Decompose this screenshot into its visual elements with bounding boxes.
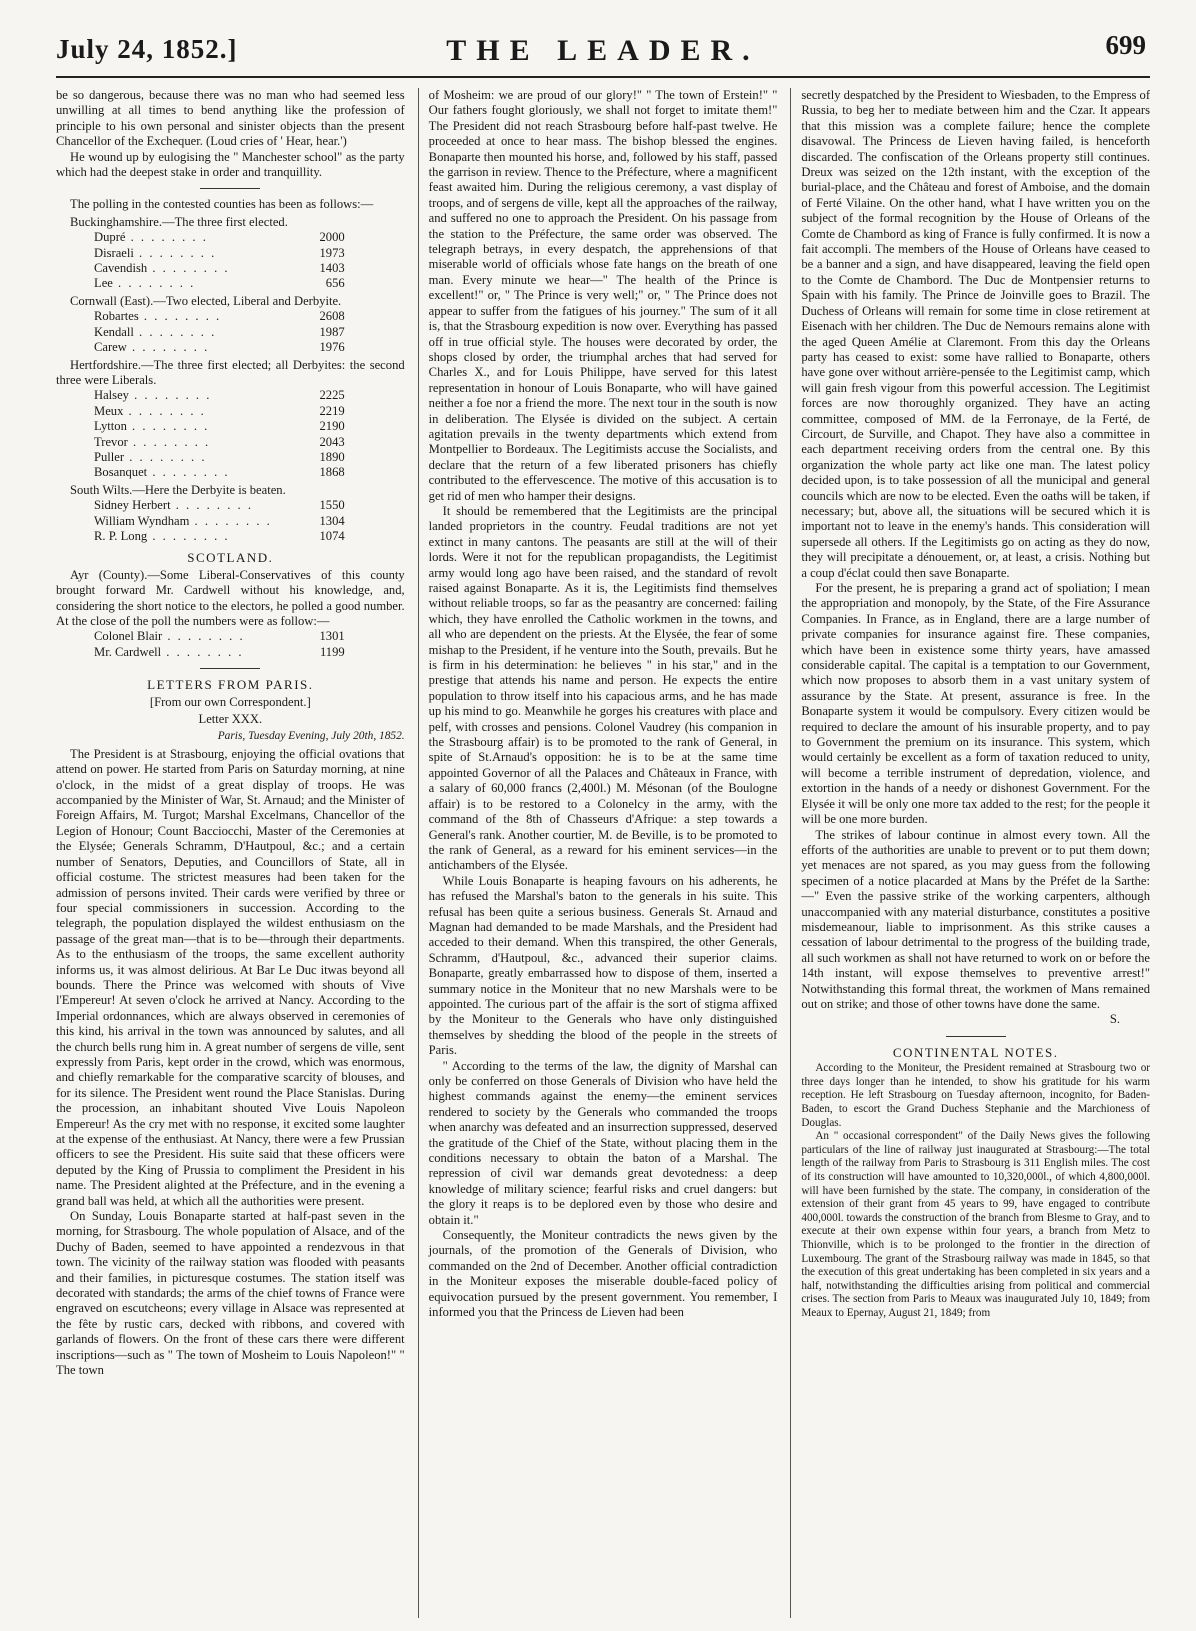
poll-table <box>56 498 405 544</box>
vote-count: 1199 <box>319 644 345 659</box>
poll-table <box>56 388 405 480</box>
candidate-name: R. P. Long . . . <box>94 529 305 544</box>
candidate-name: Disraeli . . . <box>94 246 305 261</box>
poll-row <box>56 465 405 480</box>
quotation: " According to the terms of the law, the dignity of Marshal can only be conferred on those Generals of Division who have held the highest commands against the enemy—the eminent services rendered to society by the Generals who commanded the troops when anarchy was defeated and an insurrection suppressed, deserved the gratitude of the Chief of the State, without placing them in the conditions necessary to obtain the baton of a Marshal. The repression of civil war demands great devotedness: a deep knowledge of military science; fearful risks and cruel dangers: but the glory it reaps is to be deplored even by those who desire and obtain it." <box>428 1058 778 1227</box>
vote-count: 2190 <box>319 419 345 434</box>
vote-count: 2608 <box>319 309 345 324</box>
poll-row <box>56 514 405 529</box>
paragraph: On Sunday, Louis Bonaparte started at half-past seven in the morning, for Strasbourg. The whole population of Alsace, and of the Duchy of Baden, seemed to have appointed a rendezvous in that town. The vicinity of the railway station was flooded with peasants and their families, in picturesque costumes. The station itself was decorated with standards; the arms of the chief towns of France were engraved on escutcheons; every village in Alsace was represented at the fête by rustic cars, decked with ribbons, and covered with garlands of flowers. On the front of these cars there were different inscriptions—such as " The town of Mosheim to Louis Napoleon!" " The town <box>56 1209 405 1378</box>
polling-intro: The polling in the contested counties has been as follows:— <box>70 197 374 212</box>
divider <box>200 668 260 669</box>
candidate-name: William Wyndham . . . <box>94 514 305 529</box>
vote-count: 1304 <box>319 513 345 528</box>
vote-count: 2043 <box>319 434 345 449</box>
paragraph: secretly despatched by the President to Wiesbaden, to the Empress of Russia, to beg her to mediate between him and the Czar. It appears that this mission was a complete failure; hence the complete disavowal. The Princess de Lieven having failed, is henceforth discarded. The confiscation of the Orleans property still continues. Dreux was seized on the 12th instant, with the exception of the burial-place, and the Château and forest of Amboise, and the domain of Ferté Vilaine. On the other hand, what I have written you on the subject of the formal recognition by the House of Orleans of the Comte de Chambord as king of France is fully confirmed. It is now a fait accompli. The members of the House of Orleans have ceased to be a banner and a sign, and have disappeared, leaving the field open to the Comte de Chambord. The Duc de Montpensier returns to Spain with his family. The Prince de Joinville goes to Brazil. The Duchess of Orleans will remain for some time in close retirement at Eisenach with her children. The Duc de Nemours remains alone with the aged Queen Amélie at Claremont. From this day the Orleans party has ceased to exist: some have rallied to Bonaparte, others have gone over without arrière-pensée to the Legitimist camp, which will gain fresh vigour from this powerful accession. The Legitimist forces are now thoroughly organized. They have an acting committee, composed of MM. de la Ferronaye, de la Ferté, de Circourt, de Surville, and Chapot. They have also a committee in each department receiving orders from the central one. By this organization the whole party act like one man. The latest policy decided upon, is to take possession of all the municipal and general councils which are now to be elected. Even the oaths will be taken, if necessary; but, above all, the situations will be secured which it is important not to leave in the enemy's hands. This consideration will supersede all others. If the Legitimists go on acting as they do now, they will precipitate a dénouement, or, at least, a crisis. Nothing but a coup d'éclat could then save Bonaparte. <box>801 88 1151 580</box>
vote-count: 1074 <box>319 528 345 543</box>
divider <box>200 188 260 189</box>
candidate-name: Puller . . . <box>94 450 305 465</box>
page-number: 699 <box>1105 30 1146 60</box>
poll-row <box>56 340 405 355</box>
paragraph: be so dangerous, because there was no man who had seemed less unwilling at all times to bend anything like the profession of principle to his own personal and sinister objects than the present Chancellor of the Exchequer. (Loud cries of ' Hear, hear.') <box>56 88 405 149</box>
poll-table <box>56 309 405 355</box>
signature: S. <box>1109 1012 1121 1027</box>
article-subtitle: [From our own Correspondent.] <box>149 694 311 709</box>
candidate-name: Dupré . . . <box>94 230 305 245</box>
candidate-name: Meux . . . <box>94 404 305 419</box>
vote-count: 1890 <box>319 449 345 464</box>
poll-row <box>56 325 405 340</box>
section-heading: CONTINENTAL NOTES. <box>892 1044 1059 1060</box>
article-title: LETTERS FROM PARIS. <box>147 677 314 693</box>
column-1 <box>56 88 405 1618</box>
paragraph: An " occasional correspondent" of the Daily News gives the following particulars of the line of railway just inaugurated at Strasbourg:—The total length of the railway from Paris to Strasbourg is 311 English miles. The cost of its construction will have amounted to 10,320,000l., of which 4,800,000l. will have been furnished by the state. The company, in consideration of the extension of their grant from 45 years to 99, have engaged to contribute 400,000l. towards the construction of the branch from Blesme to Gray, and to execute at their own expense within four years, a branch from Metz to Thionville, which is to be prolonged to the frontier in the direction of Luxembourg. The grant of the Strasbourg railway was made in 1845, so that the execution of this great undertaking has been completed in six years and a half, notwithstanding the difficulties arising from political and commercial crises. The section from Paris to Meaux was inaugurated July 10, 1849; from Meaux to Epernay, August 21, 1849; from <box>801 1130 1151 1319</box>
paragraph: According to the Moniteur, the President remained at Strasbourg two or three days longer than he intended, to show his gratitude for his warm reception. He left Strasbourg on Tuesday afternoon, incognito, for Baden-Baden, to escort the Grand Duchess Stephanie and the Marchioness of Douglas. <box>801 1062 1151 1129</box>
candidate-name: Lytton . . . <box>94 419 305 434</box>
candidate-name: Robartes . . . <box>94 309 305 324</box>
vote-count: 2225 <box>319 388 345 403</box>
poll-row <box>56 498 405 513</box>
poll-table <box>56 230 405 292</box>
paragraph: The President is at Strasbourg, enjoying the official ovations that attend on power. He started from Paris on Saturday morning, at nine o'clock, in the midst of a great display of troops. He was accompanied by the Minister of War, St. Arnaud; and the Minister of Foreign Affairs, M. Turgot; Marshal Excelmans, Chancellor of the Legion of Honour; Count Bacciocchi, Master of the Ceremonies at the Elysée; Generals Schramm, D'Hautpoul, &c.; and a certain number of Senators, Deputies, and Councillors of State, all in official costume. The strictest measures had been taken for the admission of persons invited. Their cards were verified by three or four special commissioners in succession. According to the telegraph, the population displayed the wildest enthusiasm on the passage of the great man—that is to be—through their departments. As to the enthusiasm of the troops, the same excellent authority informs us, it was almost delirious. At Bar Le Duc itwas beyond all bounds. There the Prince was welcomed with shouts of Vive l'Empereur! At seven o'clock he arrived at Nancy. According to the Imperial ordonnances, which are always observed in ceremonies of this kind, his arrival in the town was announced by salutes, and all the church bells rung him in. A great number of sergens de ville, sent expressly from Paris, kept order in the crowd, which was enormous, and chiefly remarkable for the comparative scarcity of blouses, and for its silence. The President went round the Place Stanislas. During the procession, an inhabitant shouted Vive Louis Napoleon Empereur! As the cry met with no response, it excited some laughter at the expense of the enthusiast. At Nancy, there were a few Prussian officers to see the President. His suite said that these officers were deputed by the King of Prussia to compliment the President in his name. The President alighted at the Préfecture, and in the evening a grand ball was held, at which all the authorities were present. <box>56 746 405 1208</box>
masthead <box>56 26 1150 78</box>
paragraph: For the present, he is preparing a grand act of spoliation; I mean the appropriation and monopoly, by the State, of the Fire Assurance Companies. In France, as in England, there are a large number of private companies for insurance against fire. These companies, which have been in existence some thirty years, have amassed considerable capital. The capital is a temptation to our Government, which now proposes to absorb them in a vast unitary system of assurance by the State. At present, assurance is free. In the Bonaparte system it would be compulsory. Every citizen would be required to declare the amount of his insurable property, and to pay to Government the premium on its insurance. This system, which would certainly be excellent as a form of taxation reduced to unity, will become a terrible instrument of depredation, violence, and extortion in the hands of a needy or dishonest Government. For the Elysée it will be only one more tax added to the rest; for the people it will be one more burden. <box>801 581 1151 827</box>
county-heading: Buckinghamshire.—The three first elected. <box>70 214 288 229</box>
poll-row <box>56 388 405 403</box>
paragraph: It should be remembered that the Legitimists are the principal landed proprietors in the country. Feudal traditions are not yet extinct in many cantons. The peasants are still at the will of their lords. Were it not for the republican propagandists, the Legitimist army would long ago have been raised, and the standard of revolt raised against Bonaparte. As it is, the Legitimists find themselves without reliable troops, so far as the peasantry are concerned: failing which, they have enrolled the Catholic workmen in the towns, and all who are dependent on the priests. At the Elysée, the fear of some mishap to the President, if he venture into the South, prevails. But he is firm in his determination: he believes " in his star," and in the prestige that attends his name and person. He expects the entire population to throw itself into his capacious arms, and he has made up his mind to go. Meanwhile he gorges his creatures with place and pelf, with crosses and pensions. Colonel Vaudrey (his companion in the Strasbourg affair) is to be promoted to the rank of General, in spite of St.Arnaud's opposition: he is to be at the same time appointed Governor of all the Palaces and Châteaux in France, with a salary of 60,000 francs (2,400l.) M. Mésonan (of the Boulogne affair) is to be restored to a Colonelcy in the army, with the command of the 8th of Chasseurs d'Afrique: a step towards a General's rank. Another courtier, M. de Beville, is to be promoted to the rank of General, as a reward for his eminent services—in the antichambers of the Elysée. <box>428 503 778 873</box>
poll-table <box>56 629 405 660</box>
candidate-name: Colonel Blair . . . <box>94 629 305 644</box>
candidate-name: Cavendish . . . <box>94 261 305 276</box>
vote-count: 1403 <box>319 261 345 276</box>
candidate-name: Halsey . . . <box>94 388 305 403</box>
poll-row <box>56 246 405 261</box>
vote-count: 1976 <box>319 340 345 355</box>
candidate-name: Trevor . . . <box>94 435 305 450</box>
vote-count: 656 <box>325 276 345 291</box>
candidate-name: Carew . . . <box>94 340 305 355</box>
section-heading: SCOTLAND. <box>187 550 274 566</box>
paragraph: He wound up by eulogising the " Manchester school" as the party which had the deepest stake in order and tranquillity. <box>56 149 405 180</box>
poll-row <box>56 529 405 544</box>
paragraph: While Louis Bonaparte is heaping favours on his adherents, he has refused the Marshal's baton to the generals in his suite. This refusal has been quite a serious business. Generals St. Arnaud and Magnan had demanded to be made Marshals, and the President had acceded to their demand. When this transpired, the other Generals, Schramm, d'Hautpoul, &c., advanced their superior claims. Bonaparte, greatly embarrassed how to dispose of them, inserted a summary notice in the Moniteur that no new Marshals were to be appointed. The curious part of the affair is the sort of stigma affixed by the Moniteur to the Generals who have only distinguished themselves by shedding the blood of the people in the streets of Paris. <box>428 873 778 1058</box>
poll-row <box>56 419 405 434</box>
paragraph: The strikes of labour continue in almost every town. All the efforts of the authorities are unable to prevent or to put them down; yet menaces are not spared, as you may guess from the following specimen of a notice placarded at Mans by the Préfet de la Sarthe:—" Even the passive strike of the working carpenters, although unaccompanied with any material disturbance, constitutes a positive misdemeanour, liable to imprisonment. As this strike causes a cessation of labour detrimental to the progress of the building trade, all such workmen as shall not have returned to work on or before the 14th instant, will expose themselves to preventive arrest!" Notwithstanding this formal threat, the workmen of Mans remained out on strike; and those of other towns have done the same. <box>801 827 1151 1011</box>
letter-number: Letter XXX. <box>198 712 263 727</box>
vote-count: 2219 <box>319 403 345 418</box>
newspaper-title: THE LEADER. <box>446 34 760 67</box>
county-heading: South Wilts.—Here the Derbyite is beaten. <box>70 482 286 497</box>
candidate-name: Lee . . . <box>94 276 305 291</box>
county-heading: Cornwall (East).—Two elected, Liberal and Derbyite. <box>70 293 342 308</box>
paragraph: Ayr (County).—Some Liberal-Conservatives of this county brought forward Mr. Cardwell without his knowledge, and, considering the short notice to the electors, he polled a good number. At the close of the poll the numbers were as follow:— <box>56 567 405 628</box>
dateline: Paris, Tuesday Evening, July 20th, 1852. <box>217 730 405 743</box>
paragraph: of Mosheim: we are proud of our glory!" " The town of Erstein!" " Our fathers fought gloriously, we shall not forget to imitate them!" The President did not reach Strasbourg before half-past twelve. He proceeded at once to hear mass. The bishop blessed the engines. Bonaparte then mounted his horse, and, followed by his staff, passed the garrison in review. Thence to the Préfecture, where a magnificent feast awaited him. During the religious ceremony, a vast display of troops, and of sergens de ville, kept all the approaches of the railway, and suffered no one to approach the President. On his passage from the station to the Préfecture, the same order was observed. The telegraph betrays, in every despatch, the apprehensions of that miserable world of officials whose fate hangs on the breath of one man. Every minute we hear—" The health of the Prince is excellent!" or, " The Prince is very well;" or, " The Prince does not appear to suffer from the fatigues of his journey." The sum of it all is, that the Strasbourg expedition is now over. Everything has passed off in true official style. The houses were decorated by order, the shops closed by order, the triumphal arches that had served for Charles X., and for Louis Philippe, have served for this latest representation in honour of Louis Bonaparte, who will have gained neither a foe nor a friend the more. The next tour in the south is now in deliberation. The Elysée is divided on the subject. A certain agitation prevails in the twenty departments which extend from Montpellier to Bordeaux. The Legitimists accuse the Socialists, and declare that the return of a few liberated prisoners has chiefly contributed to the effervescence. The motive of this accusation is to get rid of men who hamper their designs. <box>428 88 778 503</box>
vote-count: 1868 <box>319 465 345 480</box>
candidate-name: Bosanquet . . . <box>94 465 305 480</box>
vote-count: 1973 <box>319 245 345 260</box>
poll-row <box>56 645 405 660</box>
poll-row <box>56 450 405 465</box>
poll-row <box>56 261 405 276</box>
issue-date: July 24, 1852.] <box>56 34 238 64</box>
vote-count: 1987 <box>319 324 345 339</box>
poll-row <box>56 276 405 291</box>
column-2 <box>418 88 778 1618</box>
column-3 <box>790 88 1150 1618</box>
vote-count: 2000 <box>319 230 345 245</box>
poll-row <box>56 404 405 419</box>
poll-row <box>56 309 405 324</box>
paragraph: Consequently, the Moniteur contradicts the news given by the journals, of the promotion of the Generals of Division, who commanded on the 2nd of December. Another official contradiction in the Moniteur exposes the miserable double-faced policy of equivocation pursued by the present government. You remember, I informed you that the Princess de Lieven had been <box>428 1228 778 1320</box>
columns <box>56 88 1150 1618</box>
poll-row <box>56 629 405 644</box>
county-heading: Hertfordshire.—The three first elected; all Derbyites: the second three were Liberals. <box>56 357 405 387</box>
vote-count: 1301 <box>319 629 345 644</box>
candidate-name: Sidney Herbert . . . <box>94 498 305 513</box>
candidate-name: Mr. Cardwell . . . <box>94 645 305 660</box>
vote-count: 1550 <box>319 498 345 513</box>
poll-row <box>56 230 405 245</box>
candidate-name: Kendall . . . <box>94 325 305 340</box>
poll-row <box>56 435 405 450</box>
divider <box>946 1036 1006 1037</box>
